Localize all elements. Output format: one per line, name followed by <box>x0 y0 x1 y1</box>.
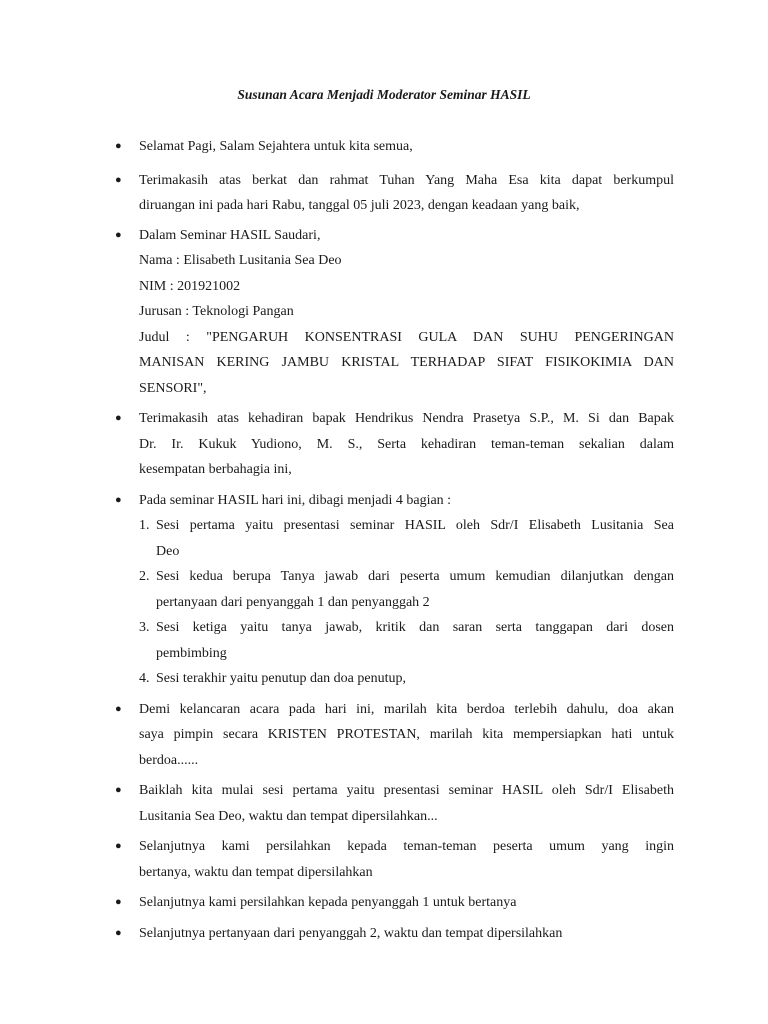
item-line: berdoa...... <box>139 752 199 768</box>
session-line: Sesi pertama yaitu presentasi seminar HASIL oleh Sdr/I Elisabeth Lusitania Sea <box>156 518 674 533</box>
session-line: Sesi terakhir yaitu penutup dan doa penutup, <box>156 671 406 686</box>
item-line: Selanjutnya kami persilahkan kepada teman-teman peserta umum yang ingin <box>139 839 674 854</box>
student-name: Nama : Elisabeth Lusitania Sea Deo <box>139 253 342 268</box>
bullet-icon: ● <box>115 173 122 186</box>
bullet-icon: ● <box>115 896 122 908</box>
session-list <box>139 513 674 692</box>
document-title: Susunan Acara Menjadi Moderator Seminar HASIL <box>237 87 531 102</box>
list-item <box>115 921 674 947</box>
item-text: Selamat Pagi, Salam Sejahtera untuk kita semua, <box>139 139 413 154</box>
session-item <box>139 564 674 615</box>
bullet-icon: ● <box>115 140 122 152</box>
session-line: Deo <box>156 543 180 559</box>
student-major: Jurusan : Teknologi Pangan <box>139 304 294 319</box>
bullet-icon: ● <box>115 784 122 796</box>
item-line: Baiklah kita mulai sesi pertama yaitu presentasi seminar HASIL oleh Sdr/I Elisabeth <box>139 783 674 798</box>
session-item <box>139 666 674 692</box>
session-line: Sesi kedua berupa Tanya jawab dari peserta umum kemudian dilanjutkan dengan <box>156 569 674 584</box>
list-item <box>115 168 674 219</box>
session-number: 1. <box>139 518 150 533</box>
item-line: diruangan ini pada hari Rabu, tanggal 05 juli 2023, dengan keadaan yang baik, <box>139 198 580 213</box>
session-item <box>139 513 674 564</box>
session-number: 4. <box>139 671 150 686</box>
item-line: Terimakasih atas berkat dan rahmat Tuhan Yang Maha Esa kita dapat berkumpul <box>139 172 674 188</box>
thesis-title-line: MANISAN KERING JAMBU KRISTAL TERHADAP SIFAT FISIKOKIMIA DAN <box>139 355 674 370</box>
item-line: Demi kelancaran acara pada hari ini, marilah kita berdoa terlebih dahulu, doa akan <box>139 701 674 717</box>
bullet-icon: ● <box>115 412 122 424</box>
thesis-title-line: SENSORI", <box>139 380 207 396</box>
session-item <box>139 615 674 666</box>
list-item <box>115 134 674 160</box>
bullet-icon: ● <box>115 702 122 715</box>
student-nim: NIM : 201921002 <box>139 278 241 294</box>
item-line: Lusitania Sea Deo, waktu dan tempat dipersilahkan... <box>139 808 438 824</box>
bullet-icon: ● <box>115 926 122 939</box>
session-line: Sesi ketiga yaitu tanya jawab, kritik dan saran serta tanggapan dari dosen <box>156 620 674 635</box>
item-text: Selanjutnya kami persilahkan kepada penyanggah 1 untuk bertanya <box>139 895 517 910</box>
item-line: bertanya, waktu dan tempat dipersilahkan <box>139 864 373 880</box>
session-number: 3. <box>139 620 150 635</box>
list-item <box>115 778 674 829</box>
bullet-icon: ● <box>115 840 122 852</box>
list-item <box>115 834 674 885</box>
list-item <box>115 890 674 916</box>
item-line: Pada seminar HASIL hari ini, dibagi menjadi 4 bagian : <box>139 492 452 508</box>
list-item <box>115 223 674 402</box>
list-item <box>115 488 674 692</box>
item-line: Dr. Ir. Kukuk Yudiono, M. S., Serta kehadiran teman-teman sekalian dalam <box>139 436 674 452</box>
item-line: kesempatan berbahagia ini, <box>139 462 292 477</box>
session-line: pertanyaan dari penyanggah 1 dan penyanggah 2 <box>156 594 430 610</box>
bullet-icon: ● <box>115 228 122 241</box>
list-item <box>115 697 674 774</box>
bullet-icon: ● <box>115 493 122 506</box>
item-line: saya pimpin secara KRISTEN PROTESTAN, marilah kita mempersiapkan hati untuk <box>139 727 674 742</box>
item-text: Selanjutnya pertanyaan dari penyanggah 2, waktu dan tempat dipersilahkan <box>139 925 563 941</box>
list-item <box>115 406 674 483</box>
agenda-list <box>115 134 674 946</box>
item-line: Dalam Seminar HASIL Saudari, <box>139 227 321 243</box>
session-line: pembimbing <box>156 645 227 661</box>
session-number: 2. <box>139 569 150 584</box>
item-line: Terimakasih atas kehadiran bapak Hendrikus Nendra Prasetya S.P., M. Si dan Bapak <box>139 411 674 426</box>
thesis-title-line: Judul : "PENGARUH KONSENTRASI GULA DAN SUHU PENGERINGAN <box>139 329 674 345</box>
